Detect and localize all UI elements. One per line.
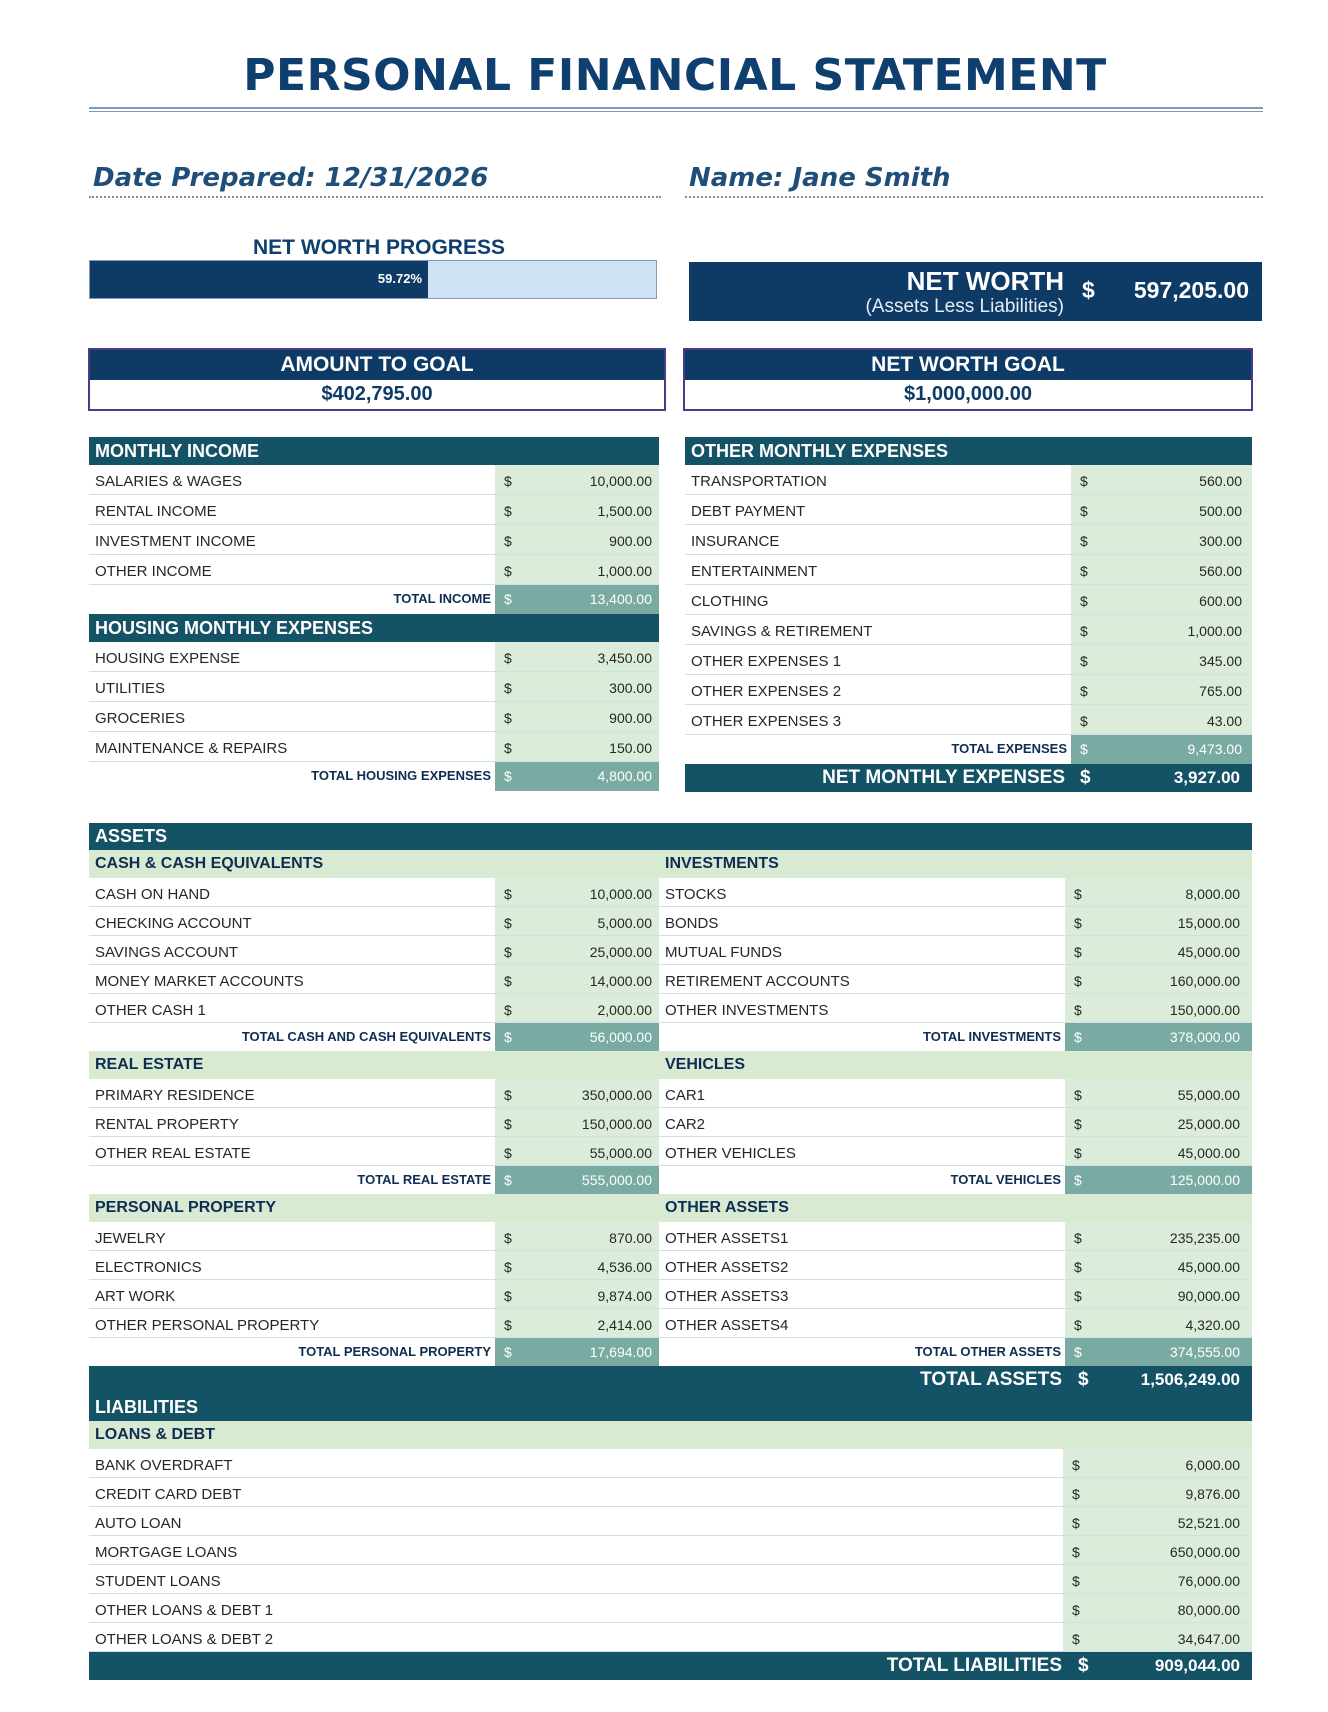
row-label: STUDENT LOANS: [95, 1573, 221, 1590]
table-row: [89, 994, 659, 1023]
currency-symbol: $: [504, 740, 512, 756]
table-row: [89, 525, 659, 555]
currency-symbol: $: [1074, 886, 1082, 902]
asset-group: [659, 1051, 1252, 1194]
table-row: [685, 705, 1252, 735]
table-row: [89, 1079, 659, 1108]
row-label: ENTERTAINMENT: [691, 563, 818, 580]
total-row: [89, 762, 659, 791]
currency-symbol: $: [1074, 973, 1082, 989]
row-value[interactable]: 3,450.00: [597, 650, 652, 666]
table-row: [685, 585, 1252, 615]
row-value[interactable]: 43.00: [1206, 713, 1242, 729]
asset-group: [659, 850, 1252, 1051]
currency-symbol: $: [1074, 1172, 1082, 1188]
currency-symbol: $: [1074, 944, 1082, 960]
row-label: CREDIT CARD DEBT: [95, 1486, 242, 1503]
total-label: TOTAL CASH AND CASH EQUIVALENTS: [241, 1029, 491, 1044]
row-value[interactable]: 300.00: [609, 680, 652, 696]
table-row: [659, 1309, 1252, 1338]
net-worth-progress-label: NET WORTH PROGRESS: [252, 236, 505, 259]
row-label: INVESTMENT INCOME: [95, 533, 256, 550]
row-value[interactable]: 90,000.00: [1177, 1288, 1240, 1304]
net-worth-subtitle: (Assets Less Liabilities): [865, 296, 1064, 317]
net-worth-currency: $: [1082, 277, 1095, 303]
row-value[interactable]: 900.00: [609, 710, 652, 726]
row-value[interactable]: 870.00: [609, 1230, 652, 1246]
row-value[interactable]: 5,000.00: [597, 915, 652, 931]
row-value[interactable]: 235,235.00: [1169, 1230, 1240, 1246]
row-label: PRIMARY RESIDENCE: [95, 1087, 255, 1104]
table-row: [89, 702, 659, 732]
total-value: 378,000.00: [1169, 1029, 1240, 1045]
total-row: [89, 1166, 659, 1194]
currency-symbol: $: [504, 1029, 512, 1045]
total-assets-row: [89, 1366, 1252, 1394]
row-value[interactable]: 80,000.00: [1177, 1602, 1240, 1618]
table-row: [659, 994, 1252, 1023]
currency-symbol: $: [1080, 473, 1088, 489]
table-row: [685, 645, 1252, 675]
row-label: SAVINGS & RETIREMENT: [691, 623, 873, 640]
currency-symbol: $: [1074, 1344, 1082, 1360]
row-value[interactable]: 500.00: [1199, 503, 1242, 519]
currency-symbol: $: [504, 650, 512, 666]
row-value[interactable]: 150,000.00: [1169, 1002, 1240, 1018]
row-value[interactable]: 6,000.00: [1185, 1457, 1240, 1473]
row-label: CAR2: [665, 1116, 706, 1133]
currency-symbol: $: [504, 1230, 512, 1246]
row-value[interactable]: 10,000.00: [589, 886, 652, 902]
row-label: OTHER ASSETS4: [665, 1317, 789, 1334]
total-row: [89, 1023, 659, 1051]
row-label: OTHER REAL ESTATE: [95, 1145, 251, 1162]
currency-symbol: $: [504, 1172, 512, 1188]
table-row: [89, 907, 659, 936]
row-value[interactable]: 150,000.00: [581, 1116, 652, 1132]
row-value[interactable]: 55,000.00: [1177, 1087, 1240, 1103]
section-subheader: INVESTMENTS: [659, 850, 1252, 878]
currency-symbol: $: [1074, 1230, 1082, 1246]
row-label: BONDS: [665, 915, 719, 932]
table-row: [659, 1222, 1252, 1251]
asset-group: [89, 1051, 659, 1194]
currency-symbol: $: [1080, 533, 1088, 549]
currency-symbol: $: [504, 710, 512, 726]
table-row: [89, 1507, 1252, 1536]
total-value: 4,800.00: [597, 768, 652, 784]
total-row: [685, 735, 1252, 764]
row-label: OTHER ASSETS1: [665, 1230, 789, 1247]
row-value[interactable]: 160,000.00: [1169, 973, 1240, 989]
net-worth-goal-value[interactable]: $1,000,000.00: [685, 380, 1251, 409]
row-value[interactable]: 560.00: [1199, 563, 1242, 579]
table-row: [89, 555, 659, 585]
currency-symbol: $: [504, 563, 512, 579]
row-value[interactable]: 1,000.00: [1187, 623, 1242, 639]
asset-pair: [89, 1051, 1252, 1194]
currency-symbol: $: [1080, 683, 1088, 699]
row-label: GROCERIES: [95, 710, 186, 727]
row-value[interactable]: 600.00: [1199, 593, 1242, 609]
table-row: [89, 965, 659, 994]
table-row: [89, 642, 659, 672]
row-value[interactable]: 25,000.00: [1177, 1116, 1240, 1132]
date-underline: [89, 196, 661, 198]
total-label: TOTAL OTHER ASSETS: [914, 1344, 1061, 1359]
amount-to-goal-value: $402,795.00: [90, 380, 664, 409]
row-label: OTHER INCOME: [95, 563, 212, 580]
currency-symbol: $: [504, 1288, 512, 1304]
row-label: UTILITIES: [95, 680, 166, 697]
row-value[interactable]: 14,000.00: [589, 973, 652, 989]
row-label: CAR1: [665, 1087, 706, 1104]
row-label: RETIREMENT ACCOUNTS: [665, 973, 850, 990]
currency-symbol: $: [504, 768, 512, 784]
section-header: ASSETS: [89, 823, 1252, 850]
total-label: TOTAL HOUSING EXPENSES: [311, 768, 491, 783]
title-rule: [89, 111, 1263, 112]
table-row: [89, 936, 659, 965]
section-header: MONTHLY INCOME: [89, 437, 659, 465]
table-row: [89, 1565, 1252, 1594]
currency-symbol: $: [504, 915, 512, 931]
row-label: MAINTENANCE & REPAIRS: [95, 740, 288, 757]
total-value: 9,473.00: [1187, 741, 1242, 757]
total-row: [89, 1338, 659, 1366]
currency-symbol: $: [1080, 563, 1088, 579]
currency-symbol: $: [1078, 1655, 1089, 1676]
net-worth-box: [689, 262, 1262, 321]
amount-to-goal-box: [88, 348, 666, 411]
row-label: SAVINGS ACCOUNT: [95, 944, 239, 961]
row-value[interactable]: 900.00: [609, 533, 652, 549]
row-value[interactable]: 345.00: [1199, 653, 1242, 669]
net-worth-goal-box: [683, 348, 1253, 411]
total-liabilities-label: TOTAL LIABILITIES: [886, 1655, 1062, 1676]
row-value[interactable]: 25,000.00: [589, 944, 652, 960]
table-row: [659, 1137, 1252, 1166]
title-rule: [89, 107, 1263, 109]
row-label: OTHER EXPENSES 2: [691, 683, 842, 700]
row-value[interactable]: 300.00: [1199, 533, 1242, 549]
asset-pair: [89, 1194, 1252, 1366]
net-worth-value: 597,205.00: [1133, 277, 1249, 303]
table-row: [89, 1449, 1252, 1478]
total-value: 13,400.00: [589, 591, 652, 607]
table-row: [89, 1108, 659, 1137]
table-row: [89, 732, 659, 762]
net-worth-goal-label: NET WORTH GOAL: [685, 350, 1251, 380]
row-value[interactable]: 55,000.00: [589, 1145, 652, 1161]
net-monthly-expenses-label: NET MONTHLY EXPENSES: [822, 767, 1065, 788]
currency-symbol: $: [1080, 623, 1088, 639]
row-label: OTHER CASH 1: [95, 1002, 206, 1019]
table-row: [685, 555, 1252, 585]
row-value[interactable]: 45,000.00: [1177, 1259, 1240, 1275]
total-row: [659, 1166, 1252, 1194]
net-monthly-expenses-row: [685, 764, 1252, 792]
row-value[interactable]: 765.00: [1199, 683, 1242, 699]
total-label: TOTAL PERSONAL PROPERTY: [298, 1344, 491, 1359]
total-row: [659, 1338, 1252, 1366]
total-row: [89, 585, 659, 614]
currency-symbol: $: [1072, 1486, 1080, 1502]
currency-symbol: $: [1080, 593, 1088, 609]
row-value[interactable]: 4,536.00: [597, 1259, 652, 1275]
net-worth-progress-fill: [90, 261, 428, 298]
row-value[interactable]: 2,414.00: [597, 1317, 652, 1333]
row-value[interactable]: 8,000.00: [1185, 886, 1240, 902]
row-label: JEWELRY: [95, 1230, 166, 1247]
net-worth-progress-percent: 59.72%: [377, 271, 422, 286]
row-label: HOUSING EXPENSE: [95, 650, 241, 667]
row-label: OTHER INVESTMENTS: [665, 1002, 829, 1019]
table-row: [89, 1280, 659, 1309]
table-row: [659, 1251, 1252, 1280]
table-row: [685, 465, 1252, 495]
other-expenses-section: [685, 437, 1252, 792]
total-value: 125,000.00: [1169, 1172, 1240, 1188]
row-label: MONEY MARKET ACCOUNTS: [95, 973, 304, 990]
currency-symbol: $: [504, 1317, 512, 1333]
currency-symbol: $: [504, 680, 512, 696]
row-label: DEBT PAYMENT: [691, 503, 806, 520]
row-value[interactable]: 76,000.00: [1177, 1573, 1240, 1589]
name-field[interactable]: Name: Jane Smith: [689, 163, 951, 193]
row-label: CLOTHING: [691, 593, 769, 610]
section-header: HOUSING MONTHLY EXPENSES: [89, 614, 659, 642]
page-title: PERSONAL FINANCIAL STATEMENT: [243, 50, 1107, 101]
total-value: 17,694.00: [589, 1344, 652, 1360]
row-label: MUTUAL FUNDS: [665, 944, 782, 961]
row-value[interactable]: 350,000.00: [581, 1087, 652, 1103]
currency-symbol: $: [1072, 1544, 1080, 1560]
total-liabilities-value: 909,044.00: [1154, 1656, 1240, 1675]
date-prepared[interactable]: Date Prepared: 12/31/2026: [93, 163, 489, 193]
row-label: ELECTRONICS: [95, 1259, 202, 1276]
row-label: OTHER ASSETS3: [665, 1288, 789, 1305]
row-value[interactable]: 1,500.00: [597, 503, 652, 519]
total-assets-value: 1,506,249.00: [1140, 1370, 1240, 1389]
row-value[interactable]: 45,000.00: [1177, 944, 1240, 960]
currency-symbol: $: [504, 473, 512, 489]
currency-symbol: $: [504, 1259, 512, 1275]
row-label: TRANSPORTATION: [691, 473, 827, 490]
currency-symbol: $: [1080, 767, 1091, 788]
name-underline: [685, 196, 1263, 198]
total-value: 555,000.00: [581, 1172, 652, 1188]
currency-symbol: $: [504, 1087, 512, 1103]
asset-pair: [89, 850, 1252, 1051]
row-label: OTHER EXPENSES 3: [691, 713, 842, 730]
table-row: [89, 465, 659, 495]
total-value: 56,000.00: [589, 1029, 652, 1045]
row-label: AUTO LOAN: [95, 1515, 182, 1532]
net-monthly-expenses-value: 3,927.00: [1173, 768, 1240, 787]
currency-symbol: $: [1074, 1116, 1082, 1132]
currency-symbol: $: [1074, 1002, 1082, 1018]
total-row: [659, 1023, 1252, 1051]
row-label: CASH ON HAND: [95, 886, 211, 903]
currency-symbol: $: [1080, 741, 1088, 757]
table-row: [89, 672, 659, 702]
section-subheader: LOANS & DEBT: [89, 1421, 1252, 1449]
total-label: TOTAL VEHICLES: [950, 1172, 1061, 1187]
table-row: [659, 878, 1252, 907]
currency-symbol: $: [504, 944, 512, 960]
table-row: [685, 675, 1252, 705]
row-label: BANK OVERDRAFT: [95, 1457, 233, 1474]
row-label: OTHER ASSETS2: [665, 1259, 789, 1276]
row-value[interactable]: 9,874.00: [597, 1288, 652, 1304]
table-row: [659, 1280, 1252, 1309]
total-label: TOTAL INCOME: [393, 591, 491, 606]
row-value[interactable]: 150.00: [609, 740, 652, 756]
table-row: [685, 615, 1252, 645]
table-row: [89, 1536, 1252, 1565]
asset-group: [659, 1194, 1252, 1366]
currency-symbol: $: [1080, 653, 1088, 669]
table-row: [685, 525, 1252, 555]
table-row: [659, 1079, 1252, 1108]
row-label: OTHER PERSONAL PROPERTY: [95, 1317, 320, 1334]
row-label: OTHER EXPENSES 1: [691, 653, 842, 670]
table-row: [659, 1108, 1252, 1137]
currency-symbol: $: [1072, 1631, 1080, 1647]
row-label: STOCKS: [665, 886, 727, 903]
table-row: [89, 878, 659, 907]
currency-symbol: $: [1074, 1145, 1082, 1161]
currency-symbol: $: [1074, 915, 1082, 931]
row-label: INSURANCE: [691, 533, 780, 550]
row-label: OTHER LOANS & DEBT 2: [95, 1631, 274, 1648]
row-label: CHECKING ACCOUNT: [95, 915, 252, 932]
row-value[interactable]: 52,521.00: [1177, 1515, 1240, 1531]
row-label: OTHER VEHICLES: [665, 1145, 796, 1162]
table-row: [659, 965, 1252, 994]
row-label: OTHER LOANS & DEBT 1: [95, 1602, 274, 1619]
net-worth-title: NET WORTH: [906, 266, 1064, 296]
table-row: [89, 1251, 659, 1280]
section-header: LIABILITIES: [89, 1394, 1252, 1421]
currency-symbol: $: [504, 886, 512, 902]
section-subheader: VEHICLES: [659, 1051, 1252, 1079]
table-row: [89, 1623, 1252, 1652]
table-row: [89, 495, 659, 525]
currency-symbol: $: [1078, 1369, 1089, 1390]
total-value: 374,555.00: [1169, 1344, 1240, 1360]
total-assets-label: TOTAL ASSETS: [920, 1369, 1062, 1390]
total-label: TOTAL REAL ESTATE: [357, 1172, 491, 1187]
row-value[interactable]: 4,320.00: [1185, 1317, 1240, 1333]
currency-symbol: $: [504, 503, 512, 519]
currency-symbol: $: [1072, 1602, 1080, 1618]
section-header: OTHER MONTHLY EXPENSES: [685, 437, 1252, 465]
row-label: SALARIES & WAGES: [95, 473, 242, 490]
monthly-income-section: [89, 437, 659, 791]
row-label: ART WORK: [95, 1288, 176, 1305]
currency-symbol: $: [1080, 503, 1088, 519]
currency-symbol: $: [504, 1116, 512, 1132]
currency-symbol: $: [504, 1145, 512, 1161]
total-label: TOTAL INVESTMENTS: [923, 1029, 1061, 1044]
table-row: [659, 907, 1252, 936]
assets-section: [89, 823, 1252, 1680]
row-value[interactable]: 560.00: [1199, 473, 1242, 489]
currency-symbol: $: [1072, 1515, 1080, 1531]
table-row: [89, 1594, 1252, 1623]
row-value[interactable]: 1,000.00: [597, 563, 652, 579]
total-label: TOTAL EXPENSES: [951, 741, 1067, 756]
asset-group: [89, 850, 659, 1051]
currency-symbol: $: [1080, 713, 1088, 729]
table-row: [89, 1309, 659, 1338]
row-label: MORTGAGE LOANS: [95, 1544, 238, 1561]
table-row: [89, 1137, 659, 1166]
asset-group: [89, 1194, 659, 1366]
net-worth-progress-bar: [89, 260, 657, 299]
section-subheader: OTHER ASSETS: [659, 1194, 1252, 1222]
section-subheader: REAL ESTATE: [89, 1051, 659, 1079]
currency-symbol: $: [1072, 1457, 1080, 1473]
currency-symbol: $: [504, 533, 512, 549]
currency-symbol: $: [504, 973, 512, 989]
row-value[interactable]: 15,000.00: [1177, 915, 1240, 931]
row-label: RENTAL INCOME: [95, 503, 217, 520]
total-liabilities-row: [89, 1652, 1252, 1680]
currency-symbol: $: [1074, 1288, 1082, 1304]
row-value[interactable]: 10,000.00: [589, 473, 652, 489]
currency-symbol: $: [504, 1002, 512, 1018]
row-label: RENTAL PROPERTY: [95, 1116, 239, 1133]
row-value[interactable]: 650,000.00: [1169, 1544, 1240, 1560]
currency-symbol: $: [504, 591, 512, 607]
table-row: [89, 1222, 659, 1251]
row-value[interactable]: 2,000.00: [597, 1002, 652, 1018]
currency-symbol: $: [1074, 1029, 1082, 1045]
section-subheader: PERSONAL PROPERTY: [89, 1194, 659, 1222]
amount-to-goal-label: AMOUNT TO GOAL: [90, 350, 664, 380]
currency-symbol: $: [1074, 1087, 1082, 1103]
table-row: [89, 1478, 1252, 1507]
currency-symbol: $: [1074, 1317, 1082, 1333]
row-value[interactable]: 34,647.00: [1177, 1631, 1240, 1647]
row-value[interactable]: 9,876.00: [1185, 1486, 1240, 1502]
row-value[interactable]: 45,000.00: [1177, 1145, 1240, 1161]
table-row: [659, 936, 1252, 965]
currency-symbol: $: [504, 1344, 512, 1360]
section-subheader: CASH & CASH EQUIVALENTS: [89, 850, 659, 878]
table-row: [685, 495, 1252, 525]
currency-symbol: $: [1074, 1259, 1082, 1275]
currency-symbol: $: [1072, 1573, 1080, 1589]
